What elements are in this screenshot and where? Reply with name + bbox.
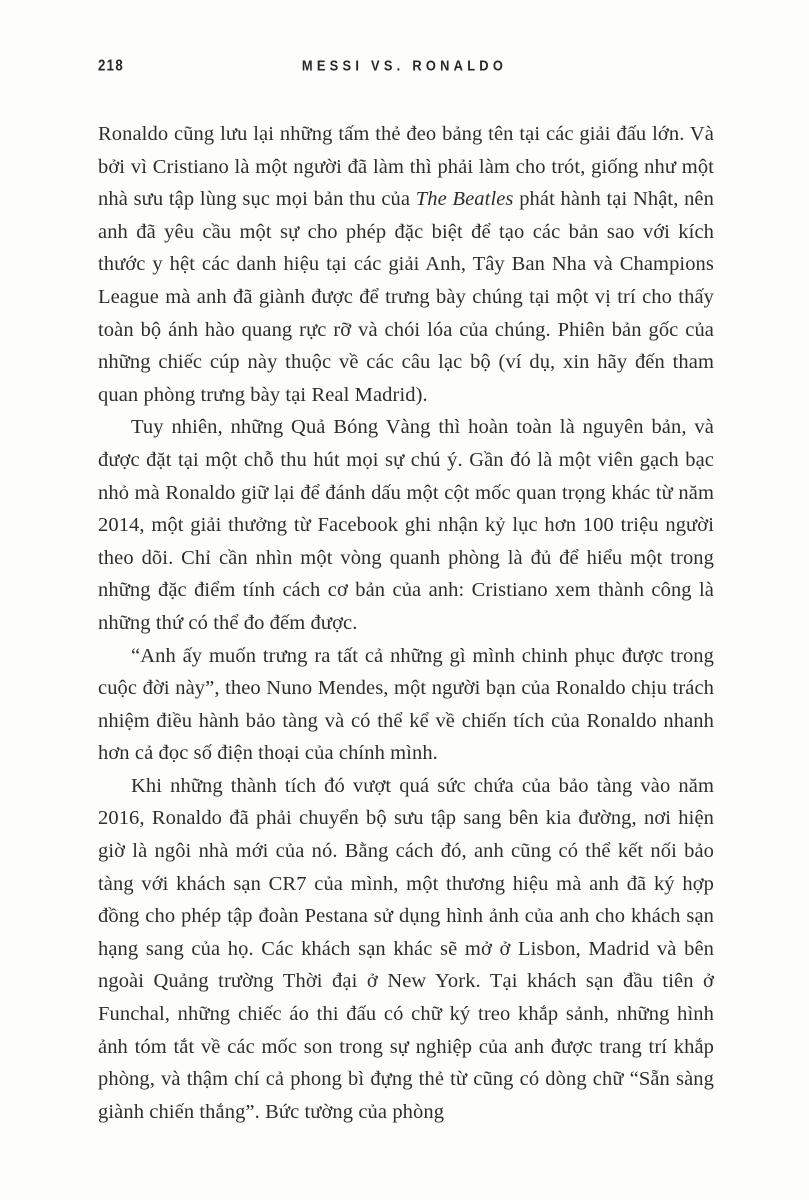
text-run: Khi những thành tích đó vượt quá sức chứa của bảo tàng vào năm 2016, Ronaldo đã phải chuyển bộ sưu tập sang bên kia đường, nơi hiện giờ là ngôi nhà mới của nó. Bằng cách đó, anh cũng có thể kết nối bảo tàng với khách sạn CR7 của mình, một thương hiệu mà anh đã ký hợp đồng cho phép tập đoàn Pestana sử dụng hình ảnh của anh cho khách sạn hạng sang của họ. Các khách sạn khác sẽ mở ở Lisbon, Madrid và bên ngoài Quảng trường Thời đại ở New York. Tại khách sạn đầu tiên ở Funchal, những chiếc áo thi đấu có chữ ký treo khắp sảnh, những hình ảnh tóm tắt về các mốc son trong sự nghiệp của anh được trang trí khắp phòng, và thậm chí cả phong bì đựng thẻ từ cũng có dòng chữ “Sẵn sàng giành chiến thắng”. Bức tường của phòng xyxy=(98,774,714,1123)
body-text xyxy=(98,118,714,1128)
text-run: “Anh ấy muốn trưng ra tất cả những gì mình chinh phục được trong cuộc đời này”, theo Nuno Mendes, một người bạn của Ronaldo chịu trách nhiệm điều hành bảo tàng và có thể kể về chiến tích của Ronaldo nhanh hơn cả đọc số điện thoại của chính mình. xyxy=(98,644,714,765)
paragraph xyxy=(98,118,714,411)
running-head: MESSI VS. RONALDO xyxy=(301,57,508,74)
paragraph xyxy=(98,770,714,1129)
italic-text-run: The Beatles xyxy=(415,188,514,211)
paragraph xyxy=(98,640,714,770)
page-number: 218 xyxy=(98,57,124,75)
text-run: phát hành tại Nhật, nên anh đã yêu cầu một sự cho phép đặc biệt để tạo các bản sao với kích thước y hệt các danh hiệu tại các giải Anh, Tây Ban Nha và Champions League mà anh đã giành được để trưng bày chúng tại một vị trí cho thấy toàn bộ ánh hào quang rực rỡ và chói lóa của chúng. Phiên bản gốc của những chiếc cúp này thuộc về các câu lạc bộ (ví dụ, xin hãy đến tham quan phòng trưng bày tại Real Madrid). xyxy=(98,188,714,406)
page-header xyxy=(0,57,809,77)
text-run: Ronaldo cũng lưu lại những tấm thẻ đeo bảng tên tại các giải đấu lớn. Và bởi vì Cristiano là một người đã làm thì phải làm cho trót, giống như một nhà sưu tập lùng sục mọi bản thu của xyxy=(98,123,714,211)
text-run: Tuy nhiên, những Quả Bóng Vàng thì hoàn toàn là nguyên bản, và được đặt tại một chỗ thu hút mọi sự chú ý. Gần đó là một viên gạch bạc nhỏ mà Ronaldo giữ lại để đánh dấu một cột mốc quan trọng khác từ năm 2014, một giải thưởng từ Facebook ghi nhận kỷ lục hơn 100 triệu người theo dõi. Chỉ cần nhìn một vòng quanh phòng là đủ để hiểu một trong những đặc điểm tính cách cơ bản của anh: Cristiano xem thành công là những thứ có thể đo đếm được. xyxy=(98,416,714,634)
paragraph xyxy=(98,411,714,639)
